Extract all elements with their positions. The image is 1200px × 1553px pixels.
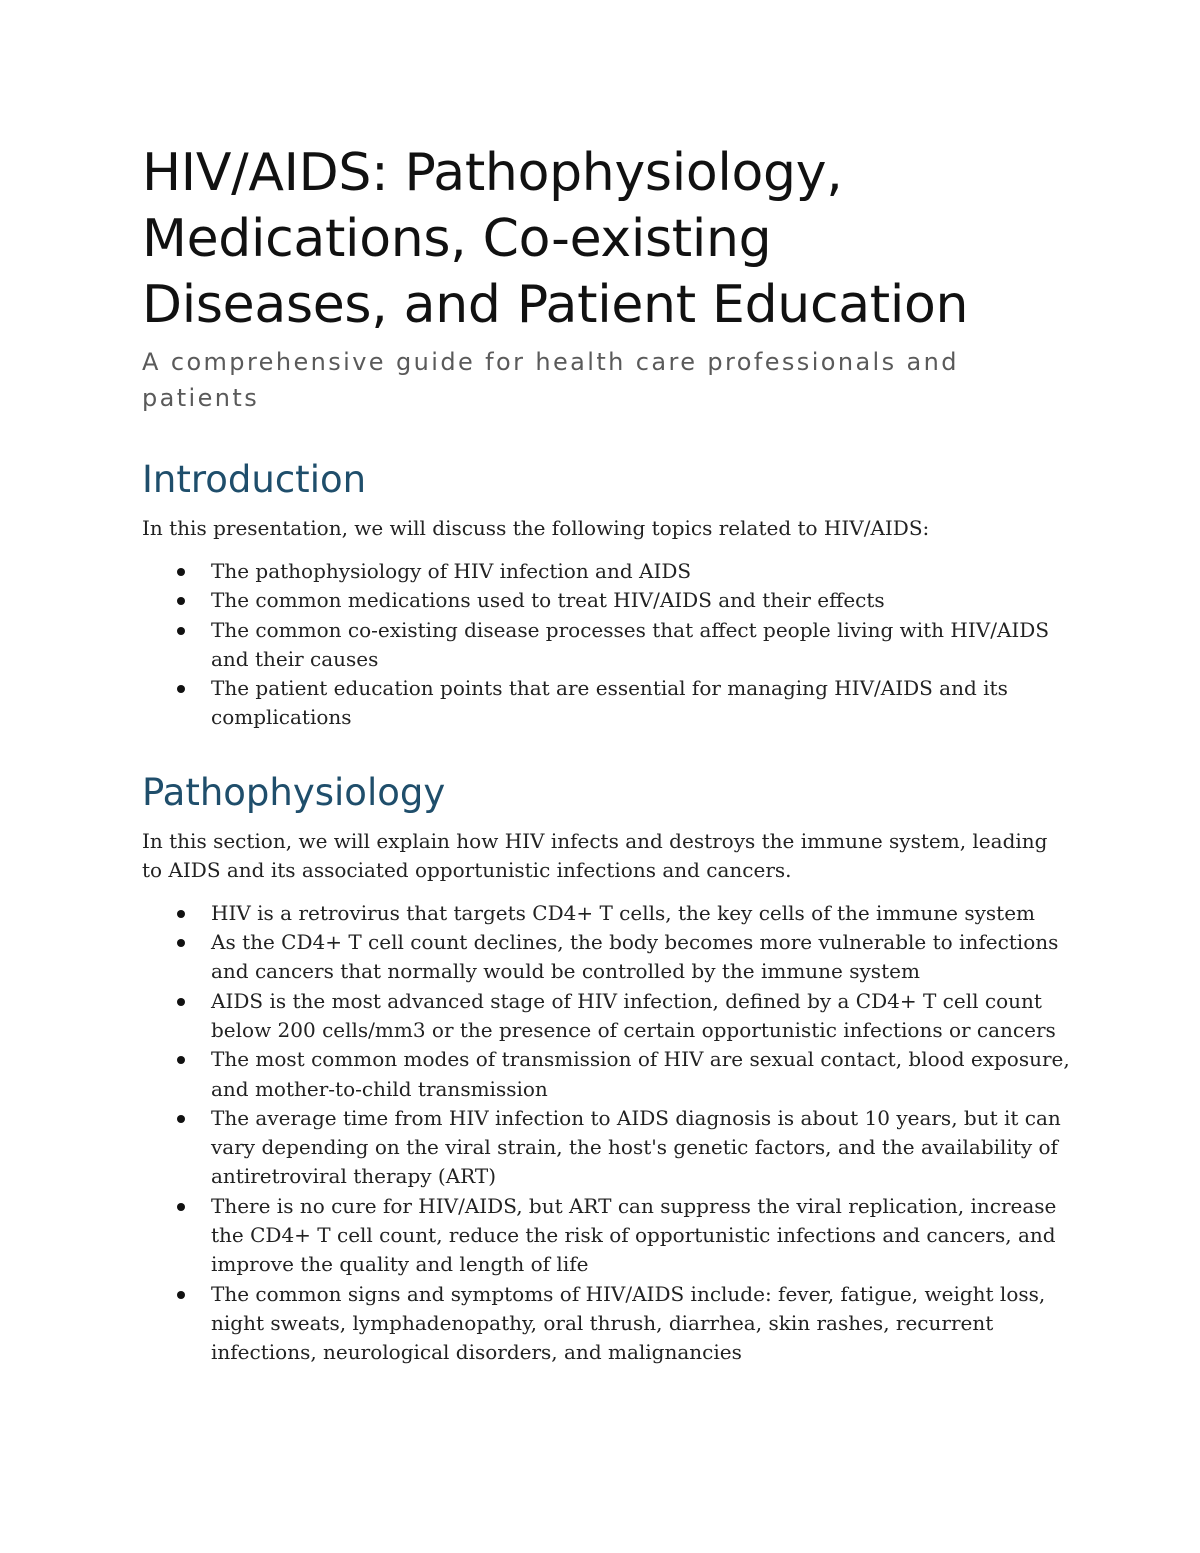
bullet-text: The most common modes of transmission of HIV are sexual contact, blood exposure, and mother-to-child transmission [211,1047,1070,1101]
document-title [142,140,1072,338]
list-item [142,928,1072,987]
introduction-heading: Introduction [142,458,367,501]
document-page [142,140,1072,1368]
bullet-text: The common medications used to treat HIV/AIDS and their effects [211,588,885,613]
bullet-icon [177,910,185,918]
bullet-text: There is no cure for HIV/AIDS, but ART can suppress the viral replication, increase the CD4+ T cell count, reduce the risk of opportunistic infections and cancers, and improve the quality and length of life [211,1193,1057,1277]
bullet-icon [177,685,185,693]
list-item [142,616,1072,675]
title-line-2: Medications, Co-existing [142,209,772,269]
list-item [142,987,1072,1046]
bullet-text: The common signs and symptoms of HIV/AIDS include: fever, fatigue, weight loss, night sweats, lymphadenopathy, oral thrush, diarrhea, skin rashes, recurrent infections, neurological disorders, and malignancies [211,1281,1046,1365]
introduction-bullet-list [142,557,1072,733]
list-item [142,674,1072,733]
list-item [142,557,1072,586]
bullet-text: The pathophysiology of HIV infection and AIDS [211,559,692,583]
bullet-icon [177,597,185,605]
list-item [142,1192,1072,1280]
bullet-icon [177,939,185,947]
list-item [142,586,1072,615]
title-line-3: Diseases, and Patient Education [142,275,969,335]
bullet-icon [177,998,185,1006]
bullet-text: AIDS is the most advanced stage of HIV infection, defined by a CD4+ T cell count below 200 cells/mm3 or the presence of certain opportunistic infections or cancers [211,988,1056,1042]
bullet-icon [177,1056,185,1064]
bullet-text: The average time from HIV infection to AIDS diagnosis is about 10 years, but it can vary depending on the viral strain, the host's genetic factors, and the availability of antiretroviral therapy (ART) [211,1105,1061,1189]
pathophysiology-paragraph: In this section, we will explain how HIV infects and destroys the immune system, leading to AIDS and its associated opportunistic infections and cancers. [142,828,1048,882]
list-item [142,1045,1072,1104]
bullet-icon [177,627,185,635]
list-item [142,1104,1072,1192]
bullet-text: The common co-existing disease processes that affect people living with HIV/AIDS and their causes [211,617,1050,671]
bullet-text: HIV is a retrovirus that targets CD4+ T cells, the key cells of the immune system [211,900,1036,925]
pathophysiology-bullet-list [142,899,1072,1368]
document-subtitle: A comprehensive guide for health care professionals and patients [142,348,959,412]
bullet-icon [177,568,185,576]
bullet-icon [177,1115,185,1123]
list-item [142,1280,1072,1368]
bullet-text: As the CD4+ T cell count declines, the body becomes more vulnerable to infections and cancers that normally would be controlled by the immune system [211,930,1059,984]
introduction-paragraph: In this presentation, we will discuss the following topics related to HIV/AIDS: [142,516,930,540]
bullet-icon [177,1203,185,1211]
pathophysiology-heading: Pathophysiology [142,770,446,814]
list-item [142,899,1072,928]
bullet-icon [177,1291,185,1299]
bullet-text: The patient education points that are essential for managing HIV/AIDS and its complications [211,676,1008,730]
title-line-1: HIV/AIDS: Pathophysiology, [142,143,843,203]
